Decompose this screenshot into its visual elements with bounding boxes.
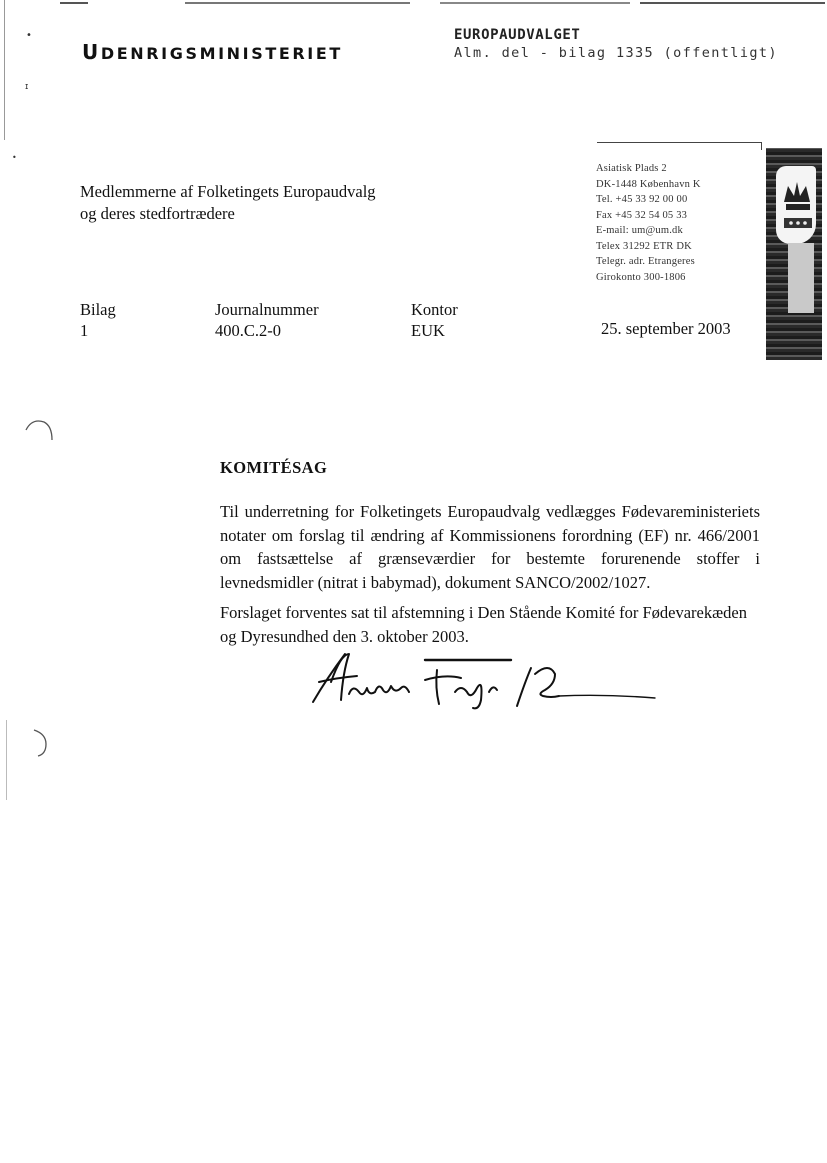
ministry-address (596, 161, 701, 285)
committee-stamp (454, 27, 778, 61)
margin-rule (4, 0, 5, 140)
margin-mark: ɪ (25, 82, 29, 92)
address-line: Telegr. adr. Etrangeres (596, 256, 695, 267)
ministry-initial: U (82, 40, 101, 64)
body-paragraph: Forslaget forventes sat til afstemning i Den Stående Komité for Fødevarekæden og Dyresundhed den 3. oktober 2003. (220, 603, 747, 646)
stamp-reference: Alm. del - bilag 1335 (offentligt) (454, 45, 778, 61)
margin-dot: • (26, 30, 32, 41)
royal-crown-crest-icon (766, 148, 822, 360)
subject-heading: KOMITÉSAG (220, 458, 328, 477)
body-paragraph: Til underretning for Folketingets Europaudvalg vedlægges Fødevareministeriets notater om forslag til ændring af Kommissionens forordning (EF) nr. 466/2001 om fastsættelse af grænseværdier for bestemte forurenende stoffer i levnedsmidler (nitrat i babymad), dokument SANCO/2002/1027. (220, 502, 760, 592)
journal-field (215, 299, 319, 341)
address-line: DK-1448 København K (596, 178, 701, 190)
address-line: Tel. +45 33 92 00 00 (596, 194, 688, 205)
address-line: E-mail: um@um.dk (596, 225, 683, 236)
bilag-value: 1 (80, 321, 89, 340)
journal-label: Journalnummer (215, 300, 319, 319)
journal-value: 400.C.2-0 (215, 321, 281, 340)
hole-punch-mark (28, 726, 56, 760)
kontor-field (411, 299, 458, 341)
handwritten-signature (305, 648, 665, 712)
margin-rule (6, 720, 7, 800)
address-divider (597, 142, 761, 143)
bilag-field (80, 299, 116, 341)
address-line: Telex 31292 ETR DK (596, 240, 692, 252)
margin-dot: • (12, 153, 17, 162)
recipient-line: og deres stedfortrædere (80, 204, 235, 223)
bilag-label: Bilag (80, 300, 116, 319)
kontor-value: EUK (411, 321, 445, 340)
ministry-name-rest: DENRIGSMINISTERIET (100, 44, 343, 63)
address-line: Asiatisk Plads 2 (596, 163, 667, 174)
hole-punch-mark (22, 416, 56, 444)
address-line: Girokonto 300-1806 (596, 271, 686, 283)
ministry-name (82, 40, 343, 64)
recipient (80, 181, 376, 225)
scan-edge-artifact (0, 0, 827, 6)
kontor-label: Kontor (411, 300, 458, 319)
recipient-line: Medlemmerne af Folketingets Europaudvalg (80, 182, 376, 201)
address-line: Fax +45 32 54 05 33 (596, 209, 688, 221)
stamp-committee: EUROPAUDVALGET (454, 27, 581, 43)
address-divider-tick (761, 142, 762, 150)
letter-date: 25. september 2003 (601, 319, 731, 338)
